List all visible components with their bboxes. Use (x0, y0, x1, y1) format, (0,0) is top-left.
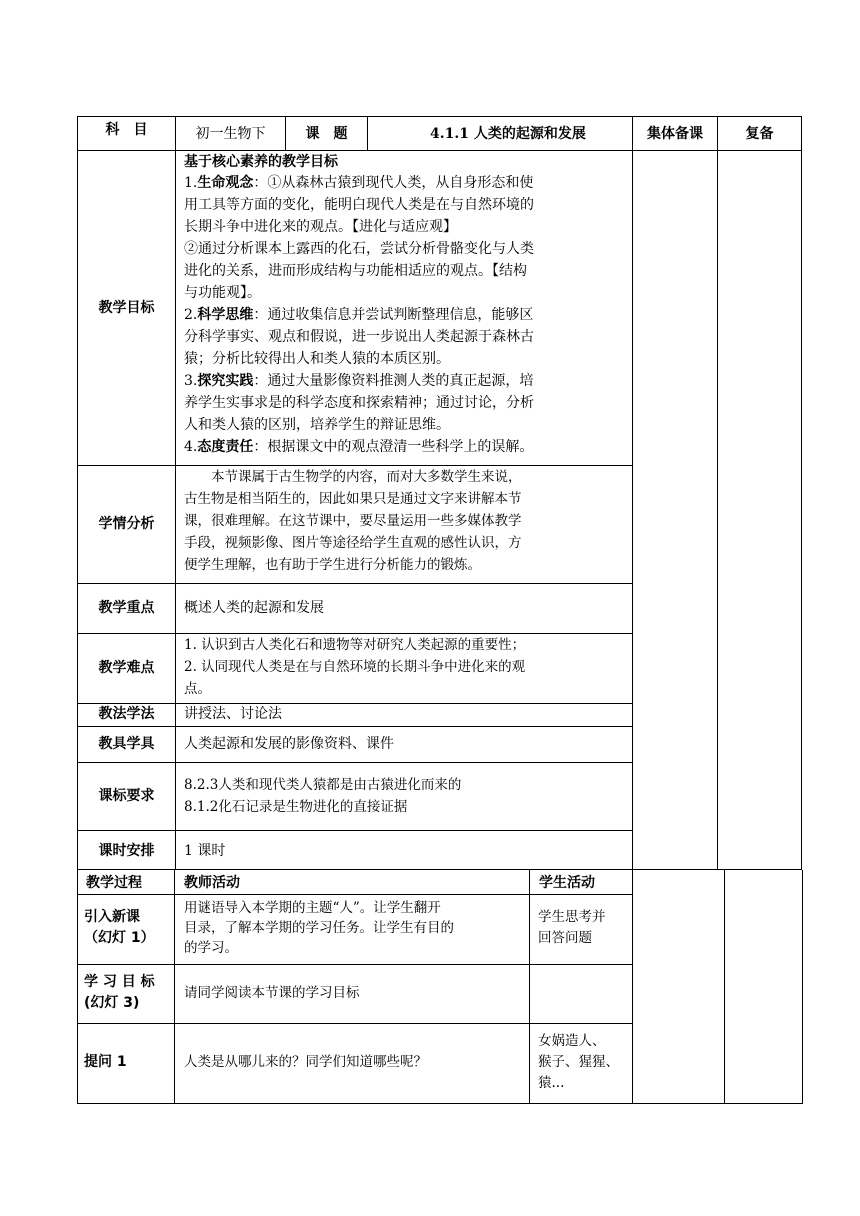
tools-label: 教具学具 (98, 736, 155, 752)
objective-line (184, 196, 534, 215)
difficulty-line: 1. 认识到古人类化石和遗物等对研究人类起源的重要性； (184, 637, 526, 653)
standards-label: 课标要求 (98, 788, 155, 804)
analysis-line: 古生物是相当陌生的，因此如果只是通过文字来讲解本节 (184, 491, 522, 507)
analysis-line: 便学生理解，也有助于学生进行分析能力的锻炼。 (184, 557, 481, 573)
process-teacher-cell: 的学习。 (184, 940, 238, 956)
objective-text: ：根据课文中的观点澄清一些科学上的误解。 (253, 439, 534, 455)
topic-label: 课 题 (305, 126, 348, 142)
subject-value: 初一生物下 (195, 126, 266, 142)
analysis-line: 手段，视频影像、图片等途径给学生直观的感性认识，方 (184, 535, 522, 551)
right-border (801, 116, 802, 870)
process-teacher-divider (529, 870, 530, 1104)
objective-text: ：①从森林古猿到现代人类，从自身形态和使 (253, 175, 534, 191)
process-student-cell: 女娲造人、 (538, 1032, 606, 1049)
keypoint-label: 教学重点 (98, 600, 155, 616)
objective-text: ：通过收集信息并尝试判断整理信息，能够区 (253, 307, 534, 323)
review-label: 复备 (745, 126, 774, 142)
objective-text: 与功能观】。 (184, 285, 261, 301)
objective-text: 分科学事实、观点和假说，进一步说出人类起源于森林古 (184, 329, 534, 345)
objective-text: ②通过分析课本上露西的化石，尝试分析骨骼变化与人类 (184, 241, 534, 257)
analysis-line: 本节课属于古生物学的内容，而对大多数学生来说， (184, 469, 522, 485)
process-stage-cell: 学 习 目 标 (84, 973, 155, 990)
label-col-divider (175, 116, 176, 870)
process-student-header: 学生活动 (539, 875, 595, 891)
upper-table-bottom-border (77, 869, 802, 870)
process-stage-cell: 引入新课 (84, 909, 140, 925)
process-table-bottom-border (77, 1103, 803, 1104)
objective-line (184, 438, 533, 457)
analysis-line: 课，很难理解。在这节课中，要尽量运用一些多媒体教学 (184, 513, 522, 529)
process-row1-bottom-border (77, 964, 632, 965)
schedule-label: 课时安排 (98, 843, 155, 859)
schedule-text: 1 课时 (184, 843, 226, 859)
prep-label: 集体备课 (647, 126, 703, 142)
process-student-cell: 学生思考并 (538, 909, 606, 925)
process-stage-cell: （幻灯 1） (84, 930, 155, 946)
row-divider-methods (77, 726, 632, 727)
standard-line: 8.2.3人类和现代类人猿都是由古猿进化而来的 (184, 777, 462, 793)
process-student-cell: 回答问题 (538, 930, 592, 946)
objective-line (184, 284, 261, 303)
topic-value: 4.1.1 人类的起源和发展 (430, 126, 586, 142)
objective-keyword: 探究实践 (197, 373, 254, 389)
row-divider-tools (77, 762, 632, 763)
objective-keyword: 态度责任 (197, 439, 254, 455)
process-teacher-header: 教师活动 (184, 875, 240, 891)
objective-line (184, 306, 533, 325)
process-right-border (802, 870, 803, 1104)
difficulty-label: 教学难点 (98, 660, 155, 676)
objective-line (184, 350, 450, 369)
standard-line: 8.1.2化石记录是生物进化的直接证据 (184, 799, 408, 815)
objective-number: 2. (184, 307, 198, 323)
objective-keyword: 科学思维 (197, 307, 254, 323)
process-row2-bottom-border (77, 1023, 632, 1024)
objective-keyword: 生命观念 (197, 175, 254, 191)
subject-label: 科 目 (105, 122, 148, 138)
process-teacher-cell: 请同学阅读本节课的学习目标 (184, 984, 360, 1001)
objective-text: 猿；分析比较得出人和类人猿的本质区别。 (184, 351, 450, 367)
objective-line (184, 416, 450, 435)
methods-label: 教法学法 (98, 706, 155, 722)
process-stage-header: 教学过程 (86, 875, 142, 891)
process-stage-cell: 提问 1 (84, 1053, 127, 1070)
difficulty-line: 2. 认同现代人类是在与自然环境的长期斗争中进化来的观 (184, 659, 526, 675)
objective-line (184, 262, 527, 281)
tools-text: 人类起源和发展的影像资料、课件 (184, 736, 394, 752)
process-prep-divider (724, 870, 725, 1104)
objective-text: 进化的关系，进而形成结构与功能相适应的观点。【结构 (184, 263, 527, 279)
objective-line (184, 240, 534, 259)
objective-number: 4. (184, 439, 198, 455)
objective-number: 1. (184, 175, 198, 191)
table-top-border (77, 116, 802, 117)
objective-line (184, 394, 534, 413)
process-stage-divider (174, 870, 175, 1104)
process-teacher-cell: 人类是从哪儿来的？同学们知道哪些呢？ (184, 1054, 427, 1070)
topic-label-divider (367, 116, 368, 150)
process-student-cell: 猴子、猩猩、 (538, 1053, 619, 1070)
objectives-label: 教学目标 (98, 300, 155, 316)
analysis-label: 学情分析 (98, 516, 155, 532)
objectives-title: 基于核心素养的教学目标 (184, 154, 338, 170)
methods-text: 讲授法、讨论法 (184, 706, 282, 722)
row-divider-objectives (77, 465, 632, 466)
prep-col-divider (717, 116, 718, 870)
process-student-cell: 猿... (538, 1074, 565, 1091)
difficulty-line: 点。 (184, 681, 211, 697)
objective-line (184, 174, 533, 193)
objective-text: 长期斗争中进化来的观点。【进化与适应观】 (184, 219, 457, 235)
objective-line (184, 218, 457, 237)
objective-line (184, 328, 534, 347)
objective-text: ：通过大量影像资料推测人类的真正起源，培 (253, 373, 534, 389)
process-teacher-cell: 目录，了解本学期的学习任务。让学生有目的 (184, 920, 454, 936)
process-stage-cell: (幻灯 3) (84, 994, 140, 1011)
header-row-bottom-border (77, 150, 802, 151)
objective-number: 3. (184, 373, 198, 389)
content-right-divider (632, 116, 633, 870)
process-student-divider (632, 870, 633, 1104)
process-teacher-cell: 用谜语导入本学期的主题“人”。让学生翻开 (184, 900, 441, 916)
row-divider-keypoint (77, 633, 632, 634)
row-divider-analysis (77, 583, 632, 584)
row-divider-standards (77, 830, 632, 831)
objective-text: 养学生实事求是的科学态度和探索精神；通过讨论，分析 (184, 395, 534, 411)
objective-text: 人和类人猿的区别，培养学生的辩证思维。 (184, 417, 450, 433)
objective-line (184, 372, 533, 391)
objective-text: 用工具等方面的变化，能明白现代人类是在与自然环境的 (184, 197, 534, 213)
process-header-bottom-border (77, 894, 632, 895)
row-divider-difficulty (77, 703, 632, 704)
keypoint-text: 概述人类的起源和发展 (184, 600, 324, 616)
